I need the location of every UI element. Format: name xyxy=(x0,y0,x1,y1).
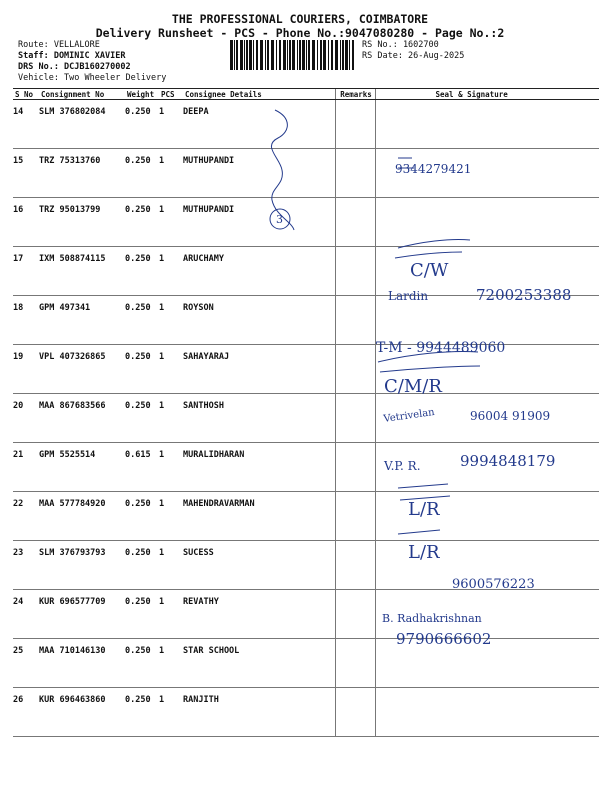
row-seal xyxy=(375,149,599,198)
row-consignment-no: MAA 577784920 xyxy=(39,492,125,541)
row-consignee: ARUCHAMY xyxy=(183,247,335,296)
row-remarks xyxy=(335,688,375,737)
row-pcs: 1 xyxy=(159,443,183,492)
table-row xyxy=(13,443,599,492)
table-row xyxy=(13,639,599,688)
row-pcs: 1 xyxy=(159,149,183,198)
row-weight: 0.250 xyxy=(125,198,159,247)
hw-row18-name: Lardin xyxy=(388,289,429,303)
table-row xyxy=(13,688,599,737)
row-weight: 0.250 xyxy=(125,394,159,443)
hw-row22-name: V.P. R. xyxy=(384,459,421,473)
row-sno: 20 xyxy=(13,394,39,443)
row-remarks xyxy=(335,394,375,443)
row-remarks xyxy=(335,296,375,345)
table-row xyxy=(13,345,599,394)
table-row xyxy=(13,394,599,443)
row-weight: 0.250 xyxy=(125,541,159,590)
row-consignment-no: KUR 696463860 xyxy=(39,688,125,737)
row-sno: 14 xyxy=(13,100,39,149)
col-weight: Weight xyxy=(125,89,159,100)
table-row xyxy=(13,198,599,247)
runsheet-meta-right xyxy=(362,40,464,62)
row-sno: 18 xyxy=(13,296,39,345)
row-weight: 0.250 xyxy=(125,639,159,688)
bracket-number: 3 xyxy=(276,213,283,226)
row-consignment-no: TRZ 75313760 xyxy=(39,149,125,198)
row-remarks xyxy=(335,149,375,198)
row-remarks xyxy=(335,198,375,247)
table-row xyxy=(13,247,599,296)
row-pcs: 1 xyxy=(159,296,183,345)
company-name: THE PROFESSIONAL COURIERS, COIMBATORE xyxy=(171,12,429,26)
row-sno: 19 xyxy=(13,345,39,394)
table-row xyxy=(13,296,599,345)
row-pcs: 1 xyxy=(159,541,183,590)
row-sno: 15 xyxy=(13,149,39,198)
row-weight: 0.250 xyxy=(125,345,159,394)
hw-row26-phone: 9790666602 xyxy=(396,630,492,648)
hw-row23: L/R xyxy=(408,499,440,520)
row-remarks xyxy=(335,100,375,149)
row-consignment-no: SLM 376793793 xyxy=(39,541,125,590)
row-weight: 0.250 xyxy=(125,100,159,149)
row-seal xyxy=(375,345,599,394)
row-consignee: SANTHOSH xyxy=(183,394,335,443)
row-consignee: DEEPA xyxy=(183,100,335,149)
runsheet-meta-left xyxy=(18,40,166,84)
row-seal xyxy=(375,590,599,639)
table-row xyxy=(13,100,599,149)
hw-row20: C/M/R xyxy=(384,376,442,397)
row-weight: 0.250 xyxy=(125,149,159,198)
row-remarks xyxy=(335,492,375,541)
col-remarks: Remarks xyxy=(335,89,375,100)
row-pcs: 1 xyxy=(159,590,183,639)
row-consignee: REVATHY xyxy=(183,590,335,639)
row-consignment-no: TRZ 95013799 xyxy=(39,198,125,247)
row-pcs: 1 xyxy=(159,345,183,394)
row-pcs: 1 xyxy=(159,492,183,541)
table-header-row xyxy=(13,89,599,100)
row-sno: 25 xyxy=(13,639,39,688)
row-seal xyxy=(375,198,599,247)
row-pcs: 1 xyxy=(159,688,183,737)
row-seal xyxy=(375,492,599,541)
document-title xyxy=(0,12,600,40)
row-sno: 16 xyxy=(13,198,39,247)
row-consignee: MUTHUPANDI xyxy=(183,149,335,198)
row-sno: 22 xyxy=(13,492,39,541)
hw-row19: T-M - 9944489060 xyxy=(376,340,506,356)
row-pcs: 1 xyxy=(159,100,183,149)
row-consignee: MURALIDHARAN xyxy=(183,443,335,492)
row-consignee: MAHENDRAVARMAN xyxy=(183,492,335,541)
row-weight: 0.250 xyxy=(125,590,159,639)
row-weight: 0.615 xyxy=(125,443,159,492)
rs-date-text: RS Date: 26-Aug-2025 xyxy=(362,51,465,61)
table-row xyxy=(13,590,599,639)
row-sno: 26 xyxy=(13,688,39,737)
barcode-icon xyxy=(230,40,356,70)
row-seal xyxy=(375,541,599,590)
row-consignee: SUCESS xyxy=(183,541,335,590)
runsheet-table xyxy=(13,89,599,737)
row-consignee: SAHAYARAJ xyxy=(183,345,335,394)
row-weight: 0.250 xyxy=(125,492,159,541)
row-weight: 0.250 xyxy=(125,296,159,345)
row-consignee: MUTHUPANDI xyxy=(183,198,335,247)
row-consignee: ROYSON xyxy=(183,296,335,345)
staff-text: Staff: DOMINIC XAVIER xyxy=(18,51,126,61)
row-consignment-no: GPM 5525514 xyxy=(39,443,125,492)
table-row xyxy=(13,492,599,541)
row-seal xyxy=(375,688,599,737)
row-remarks xyxy=(335,590,375,639)
row-consignment-no: IXM 508874115 xyxy=(39,247,125,296)
table-row xyxy=(13,149,599,198)
hw-row21-phone: 96004 91909 xyxy=(470,409,551,423)
row-seal xyxy=(375,100,599,149)
col-sno: S No xyxy=(13,89,39,100)
row-pcs: 1 xyxy=(159,247,183,296)
row-pcs: 1 xyxy=(159,394,183,443)
row-weight: 0.250 xyxy=(125,247,159,296)
hw-row15: 9344279421 xyxy=(395,162,472,176)
row-weight: 0.250 xyxy=(125,688,159,737)
row-remarks xyxy=(335,247,375,296)
col-consignment: Consignment No xyxy=(39,89,125,100)
row-pcs: 1 xyxy=(159,198,183,247)
row-consignee: RANJITH xyxy=(183,688,335,737)
row-consignment-no: MAA 867683566 xyxy=(39,394,125,443)
hw-row26-name: B. Radhakrishnan xyxy=(382,612,482,625)
route-text: Route: VELLALORE xyxy=(18,40,100,50)
hw-row17: C/W xyxy=(410,260,449,281)
rs-no-text: RS No.: 1602700 xyxy=(362,40,439,50)
row-sno: 24 xyxy=(13,590,39,639)
row-seal xyxy=(375,247,599,296)
row-seal xyxy=(375,296,599,345)
row-sno: 17 xyxy=(13,247,39,296)
row-consignment-no: VPL 407326865 xyxy=(39,345,125,394)
col-pcs: PCS xyxy=(159,89,183,100)
hw-row18-phone: 7200253388 xyxy=(476,286,572,304)
col-consignee: Consignee Details xyxy=(183,89,335,100)
hw-row22-phone: 9994848179 xyxy=(460,452,556,470)
hw-row25: 9600576223 xyxy=(452,577,535,592)
drs-text: DRS No.: DCJB160270002 xyxy=(18,62,131,72)
vehicle-text: Vehicle: Two Wheeler Delivery xyxy=(18,73,167,83)
row-remarks xyxy=(335,541,375,590)
row-seal xyxy=(375,394,599,443)
hw-row24: L/R xyxy=(408,542,440,563)
row-consignment-no: MAA 710146130 xyxy=(39,639,125,688)
row-consignee: STAR SCHOOL xyxy=(183,639,335,688)
table-row xyxy=(13,541,599,590)
hw-row21-name: Vetrivelan xyxy=(382,406,436,425)
row-sno: 21 xyxy=(13,443,39,492)
row-pcs: 1 xyxy=(159,639,183,688)
row-sno: 23 xyxy=(13,541,39,590)
row-remarks xyxy=(335,639,375,688)
row-consignment-no: SLM 376802084 xyxy=(39,100,125,149)
row-seal xyxy=(375,443,599,492)
runsheet-subtitle: Delivery Runsheet - PCS - Phone No.:9047080280 - Page No.:2 xyxy=(95,26,505,40)
row-remarks xyxy=(335,443,375,492)
row-consignment-no: GPM 497341 xyxy=(39,296,125,345)
row-consignment-no: KUR 696577709 xyxy=(39,590,125,639)
row-seal xyxy=(375,639,599,688)
row-remarks xyxy=(335,345,375,394)
col-seal: Seal & Signature xyxy=(375,89,599,100)
